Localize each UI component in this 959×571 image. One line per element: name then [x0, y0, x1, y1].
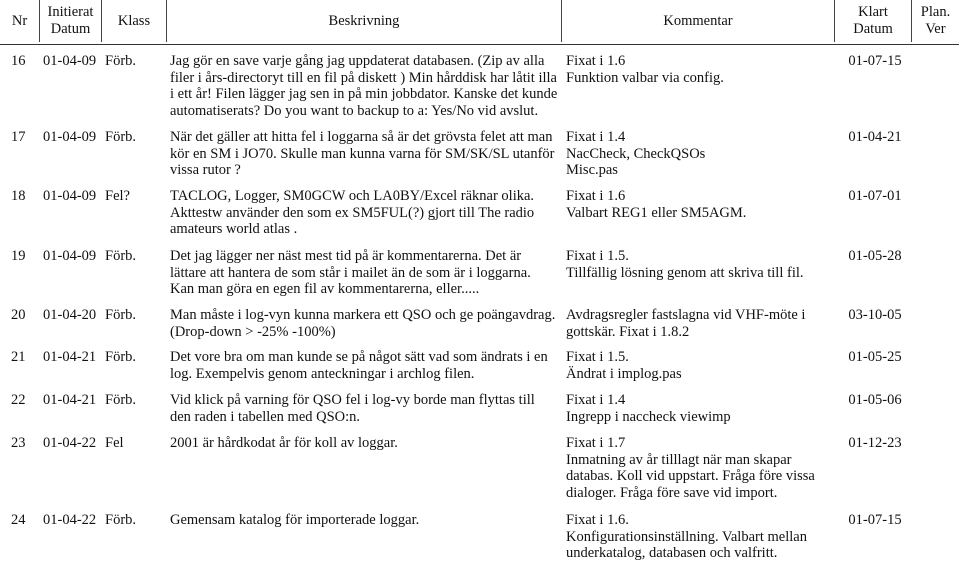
header-plan-label: Plan.	[920, 4, 951, 20]
row-nr: 23	[11, 435, 26, 451]
row-nr: 20	[11, 307, 26, 323]
header-klass	[102, 0, 167, 42]
row-klass: Förb.	[105, 248, 137, 264]
row-kommentar: Avdragsregler fastslagna vid VHF-möte i gottskär. Fixat i 1.8.2	[566, 307, 806, 340]
row-kommentar: Fixat i 1.5. Tillfällig lösning genom att skriva till fil.	[566, 248, 804, 281]
row-klass: Förb.	[105, 53, 137, 69]
header-kommentar	[562, 0, 835, 42]
row-nr: 19	[11, 248, 26, 264]
row-kommentar: Fixat i 1.4 Ingrepp i naccheck viewimp	[566, 392, 731, 425]
row-klass: Förb.	[105, 392, 137, 408]
row-initierat-datum: 01-04-09	[43, 188, 97, 204]
row-klass: Fel	[105, 435, 124, 451]
row-beskrivning: Jag gör en save varje gång jag uppdaterat databasen. (Zip av alla filer i års-directoryt till en fil på diskett ) Min hårddisk har låtit illa i ett år! Filen lägger jag sen in på min jobbdator. Kanske det kunde automatiserats? Do you want to backup to a: Yes/No vid avslut.	[170, 53, 558, 119]
header-plan-ver	[912, 0, 959, 42]
row-beskrivning: Gemensam katalog för importerade loggar.	[170, 512, 420, 528]
header-nr	[0, 0, 40, 42]
header-nr-label: Nr	[11, 12, 28, 29]
row-klass: Förb.	[105, 129, 137, 145]
row-klart-datum: 01-05-28	[848, 248, 902, 264]
header-klass-label: Klass	[117, 12, 151, 29]
header-klart-datum	[835, 0, 912, 42]
row-beskrivning: Det vore bra om man kunde se på något sätt vad som ändrats i en log. Exempelvis genom anteckningar i archlog filen.	[170, 349, 548, 382]
row-kommentar: Fixat i 1.4 NacCheck, CheckQSOs Misc.pas	[566, 129, 706, 178]
header-beskrivning	[167, 0, 562, 42]
row-initierat-datum: 01-04-21	[43, 392, 97, 408]
row-initierat-datum: 01-04-09	[43, 129, 97, 145]
row-initierat-datum: 01-04-22	[43, 512, 97, 528]
row-initierat-datum: 01-04-21	[43, 349, 97, 365]
header-beskrivning-label: Beskrivning	[328, 12, 400, 29]
row-initierat-datum: 01-04-22	[43, 435, 97, 451]
row-klart-datum: 01-07-15	[848, 53, 902, 69]
header-klart-datum-label: Datum	[853, 21, 893, 37]
row-nr: 16	[11, 53, 26, 69]
row-kommentar: Fixat i 1.7 Inmatning av år tilllagt när man skapar databas. Koll vid uppstart. Fråga före vissa dialoger. Fråga före save vid import.	[566, 435, 815, 501]
row-klass: Fel?	[105, 188, 130, 204]
row-kommentar: Fixat i 1.6 Valbart REG1 eller SM5AGM.	[566, 188, 747, 221]
row-klart-datum: 01-05-25	[848, 349, 902, 365]
row-nr: 24	[11, 512, 26, 528]
header-klart-label: Klart	[858, 4, 888, 20]
row-klart-datum: 01-07-01	[848, 188, 902, 204]
row-initierat-datum: 01-04-09	[43, 53, 97, 69]
row-nr: 21	[11, 349, 26, 365]
row-kommentar: Fixat i 1.6 Funktion valbar via config.	[566, 53, 724, 86]
row-klart-datum: 01-04-21	[848, 129, 902, 145]
header-initierat-datum	[40, 0, 102, 42]
row-nr: 22	[11, 392, 26, 408]
row-nr: 18	[11, 188, 26, 204]
row-kommentar: Fixat i 1.6. Konfigurationsinställning. Valbart mellan underkatalog, databasen och valfritt.	[566, 512, 807, 561]
header-ver-label: Ver	[925, 21, 946, 37]
row-initierat-datum: 01-04-09	[43, 248, 97, 264]
row-beskrivning: 2001 är hårdkodat år för koll av loggar.	[170, 435, 398, 451]
row-kommentar: Fixat i 1.5. Ändrat i implog.pas	[566, 349, 682, 382]
row-beskrivning: När det gäller att hitta fel i loggarna så är det grövsta felet att man kör en SM i JO70. Skulle man kunna varna för SM/SK/SL utanför vissa rutor ?	[170, 129, 555, 178]
header-initierat-datum-label: Datum	[50, 21, 91, 37]
row-klart-datum: 01-07-15	[848, 512, 902, 528]
table-header	[0, 0, 959, 46]
row-klass: Förb.	[105, 512, 137, 528]
row-beskrivning: Man måste i log-vyn kunna markera ett QSO och ge poängavdrag. (Drop-down > -25% -100%)	[170, 307, 556, 340]
row-klart-datum: 01-05-06	[848, 392, 902, 408]
row-beskrivning: TACLOG, Logger, SM0GCW och LA0BY/Excel räknar olika. Akttestw använder den som ex SM5FUL(?) gjort till The radio amateurs world atlas .	[170, 188, 535, 237]
row-klass: Förb.	[105, 349, 137, 365]
header-divider	[0, 44, 959, 45]
row-klass: Förb.	[105, 307, 137, 323]
row-klart-datum: 01-12-23	[848, 435, 902, 451]
row-klart-datum: 03-10-05	[848, 307, 902, 323]
row-initierat-datum: 01-04-20	[43, 307, 97, 323]
row-beskrivning: Det jag lägger ner näst mest tid på är kommentarerna. Det är lättare att hantera de som står i mailet än de som är i loggarna. Kan man göra en egen fil av kommentarerna, eller.....	[170, 248, 531, 297]
row-nr: 17	[11, 129, 26, 145]
row-beskrivning: Vid klick på varning för QSO fel i log-vy borde man flyttas till den raden i tabellen med QSO:n.	[170, 392, 535, 425]
header-kommentar-label: Kommentar	[663, 12, 733, 29]
header-initierat-label: Initierat	[47, 4, 94, 20]
